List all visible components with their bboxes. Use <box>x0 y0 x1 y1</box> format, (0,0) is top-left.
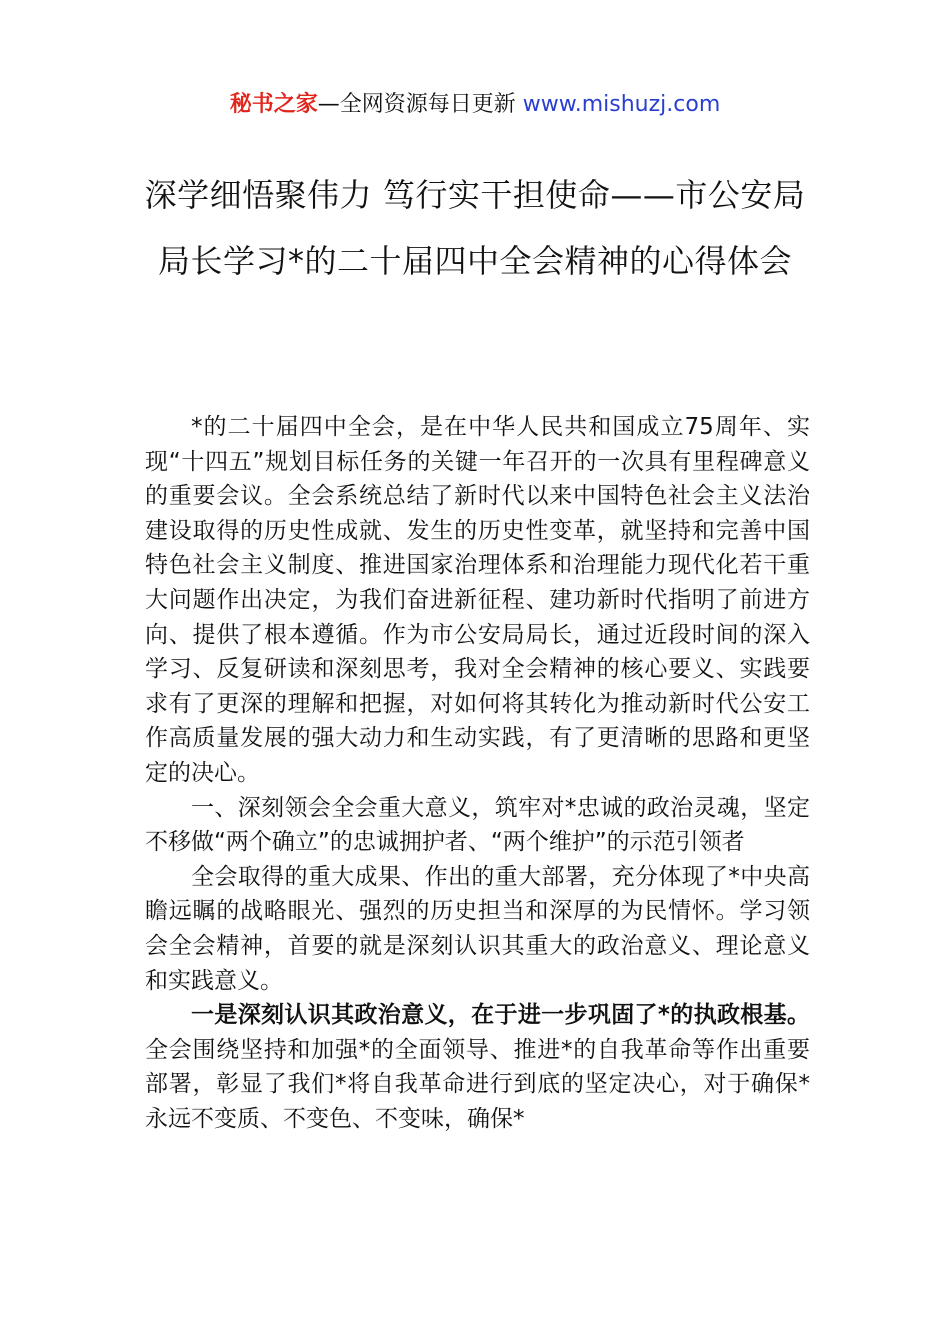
site-brand: 秘书之家 <box>229 92 318 117</box>
section-heading: 一、深刻领会全会重大意义，筑牢对*忠诚的政治灵魂，坚定不移做“两个确立”的忠诚拥护者、“两个维护”的示范引领者 <box>145 794 810 856</box>
body-paragraph <box>145 998 810 1136</box>
site-url-link[interactable]: www.mishuzj.com <box>522 92 721 117</box>
site-banner <box>0 88 950 122</box>
bold-lead-sentence: 一是深刻认识其政治意义，在于进一步巩固了*的执政根基。 <box>191 1002 810 1029</box>
document-title: 深学细悟聚伟力 笃行实干担使命——市公安局局长学习*的二十届四中全会精神的心得体会 <box>144 176 806 280</box>
site-slogan: —全网资源每日更新 <box>317 92 523 117</box>
paragraph-continuation: 全会围绕坚持和加强*的全面领导、推进*的自我革命等作出重要部署，彰显了我们*将自我革命进行到底的坚定决心，对于确保*永远不变质、不变色、不变味，确保* <box>145 1036 810 1132</box>
intro-paragraph: *的二十届四中全会，是在中华人民共和国成立75周年、实现“十四五”规划目标任务的关键一年召开的一次具有里程碑意义的重要会议。全会系统总结了新时代以来中国特色社会主义法治建设取得的历史性成就、发生的历史性变革，就坚持和完善中国特色社会主义制度、推进国家治理体系和治理能力现代化若干重大问题作出决定，为我们奋进新征程、建功新时代指明了前进方向、提供了根本遵循。作为市公安局局长，通过近段时间的深入学习、反复研读和深刻思考，我对全会精神的核心要义、实践要求有了更深的理解和把握，对如何将其转化为推动新时代公安工作高质量发展的强大动力和生动实践，有了更清晰的思路和更坚定的决心。 <box>145 414 810 786</box>
document-body <box>145 410 810 1136</box>
body-paragraph: 全会取得的重大成果、作出的重大部署，充分体现了*中央高瞻远瞩的战略眼光、强烈的历史担当和深厚的为民情怀。学习领会全会精神，首要的就是深刻认识其重大的政治意义、理论意义和实践意义。 <box>145 863 810 994</box>
